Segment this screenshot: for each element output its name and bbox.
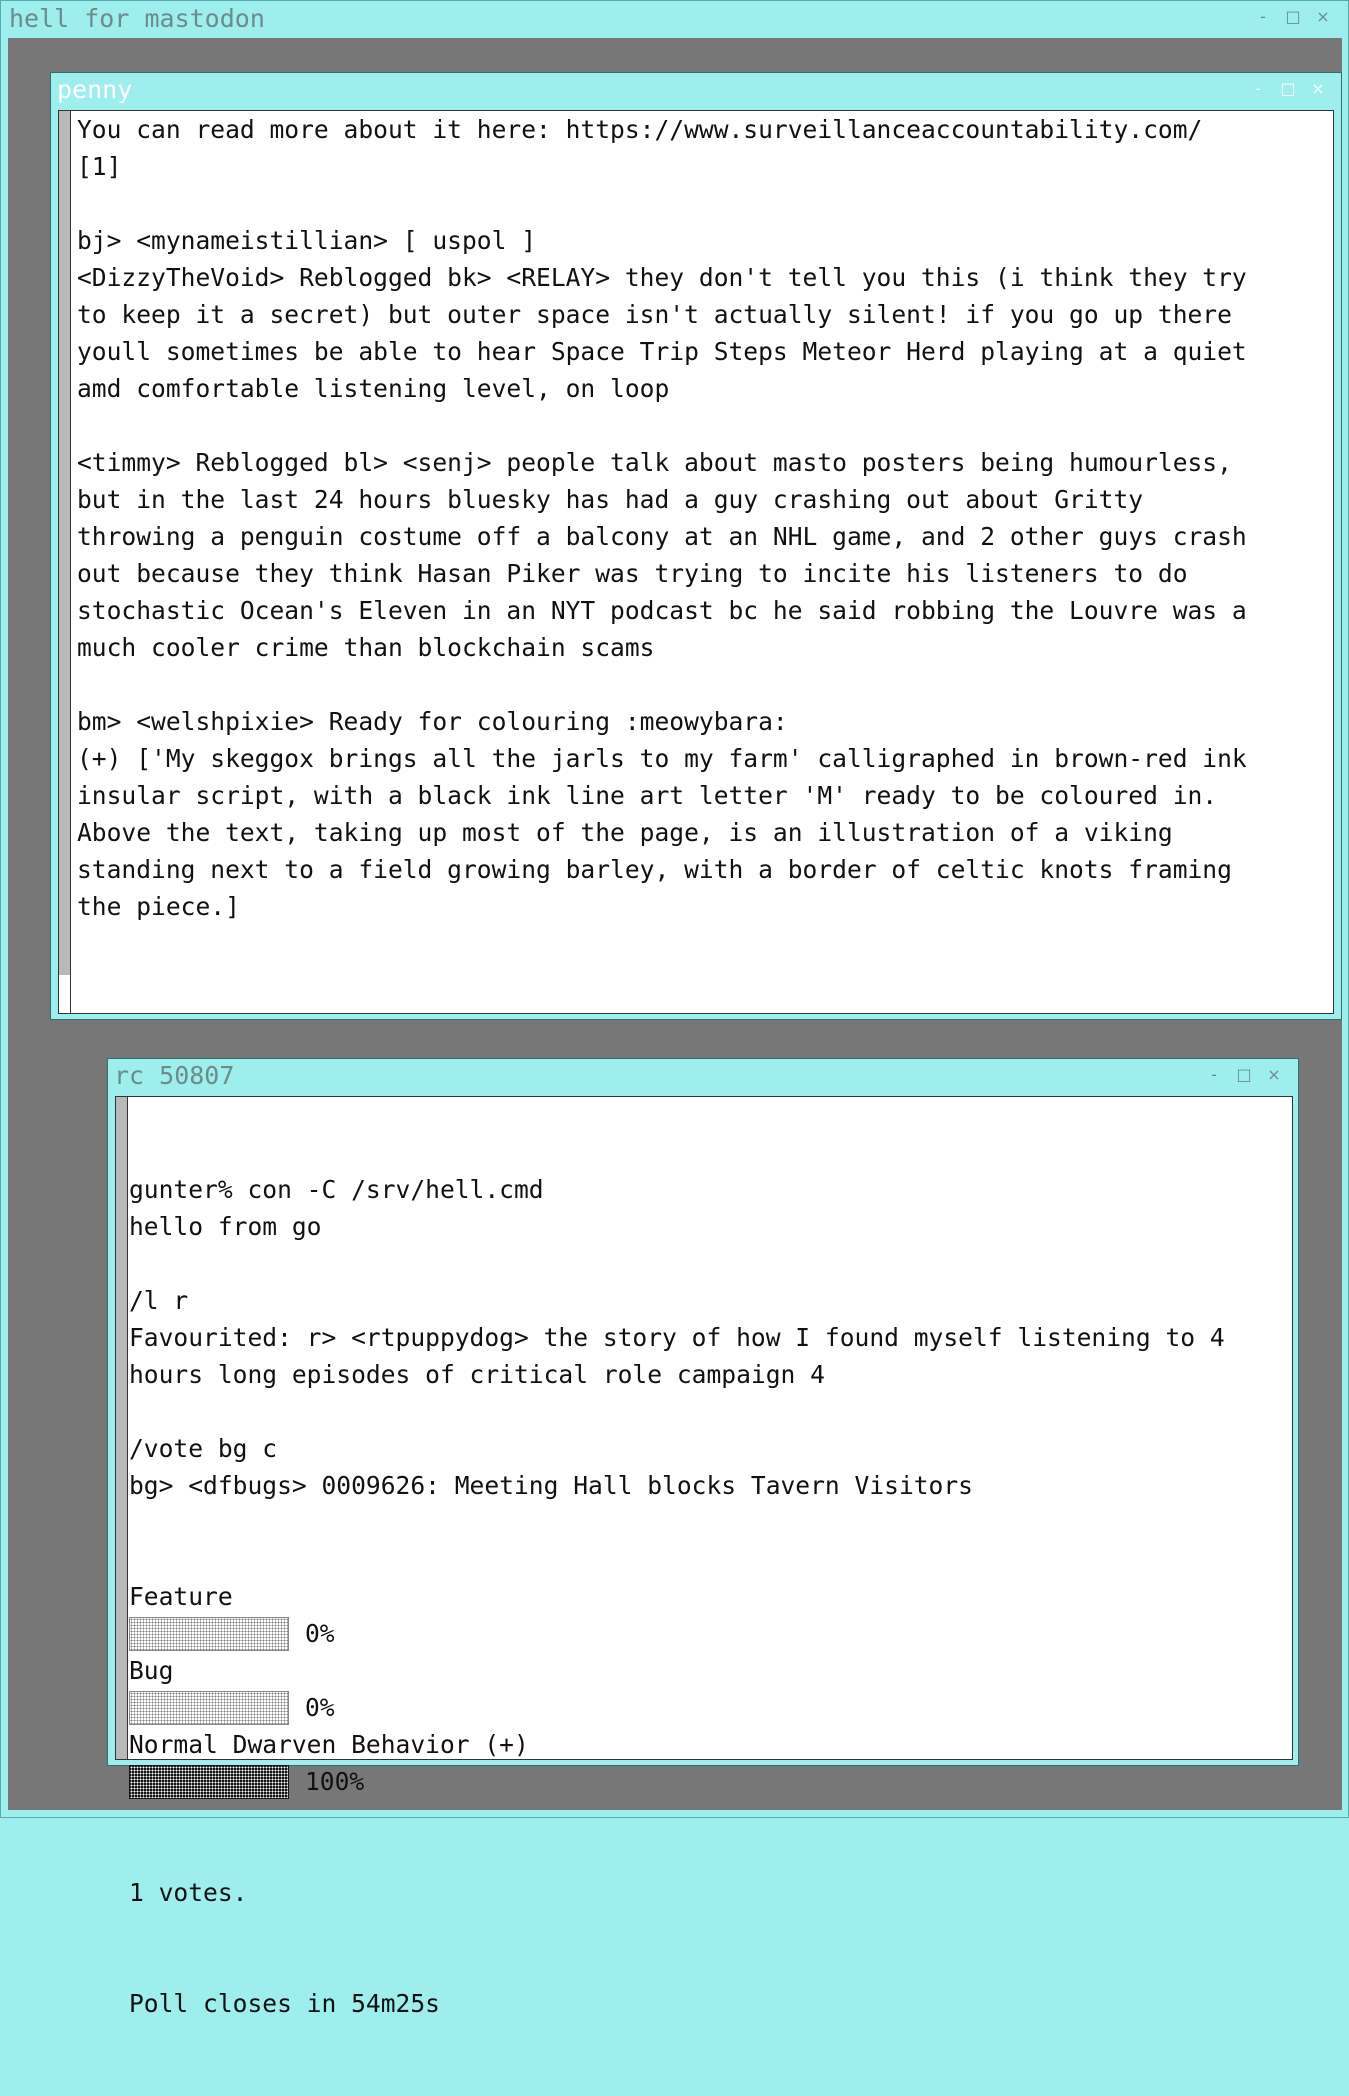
poll-option-label: Normal Dwarven Behavior (+) — [129, 1730, 529, 1759]
rc-window-title[interactable]: rc 50807 — [114, 1061, 235, 1090]
penny-window-controls — [1250, 79, 1326, 99]
text-line: the piece.] — [77, 892, 240, 921]
minimize-button[interactable]: - — [1211, 1065, 1217, 1084]
poll-percent: 0% — [305, 1693, 335, 1722]
text-line: gunter% con -C /srv/hell.cmd — [129, 1175, 544, 1204]
text-line: amd comfortable listening level, on loop — [77, 374, 670, 403]
penny-scroll-thumb[interactable] — [59, 975, 70, 1013]
text-line: bm> <welshpixie> Ready for colouring :meowybara: — [77, 707, 788, 736]
poll-closes: Poll closes in 54m25s — [129, 1989, 440, 2018]
penny-scrollbar[interactable] — [59, 111, 71, 1013]
text-line: youll sometimes be able to hear Space Trip Steps Meteor Herd playing at a quiet — [77, 337, 1247, 366]
text-line: You can read more about it here: https://www.surveillanceaccountability.com/ — [77, 115, 1203, 144]
text-line: standing next to a field growing barley, with a border of celtic knots framing — [77, 855, 1232, 884]
poll-result-bar — [129, 1765, 289, 1799]
poll-result-bar — [129, 1617, 289, 1651]
poll-result-bar — [129, 1691, 289, 1725]
text-line: throwing a penguin costume off a balcony at an NHL game, and 2 other guys crash — [77, 522, 1247, 551]
text-line: /vote bg c — [129, 1434, 278, 1463]
text-line — [129, 1393, 1225, 1430]
maximize-button[interactable]: □ — [1285, 7, 1301, 26]
poll-percent: 0% — [305, 1619, 335, 1648]
text-line — [77, 407, 1247, 444]
text-line — [77, 666, 1247, 703]
text-line: /l r — [129, 1286, 189, 1315]
outer-window-title: hell for mastodon — [9, 4, 265, 33]
minimize-button[interactable]: - — [1260, 7, 1266, 26]
desktop-area[interactable] — [8, 38, 1342, 2018]
text-line: hours long episodes of critical role campaign 4 — [129, 1360, 825, 1389]
poll-option-row — [129, 1689, 1225, 1726]
minimize-button[interactable]: - — [1255, 79, 1261, 98]
poll-percent: 100% — [305, 1767, 365, 1796]
maximize-button[interactable]: □ — [1236, 1065, 1252, 1084]
text-line: Favourited: r> <rtpuppydog> the story of how I found myself listening to 4 — [129, 1323, 1225, 1352]
rc-window — [107, 1058, 1299, 2018]
text-line — [77, 185, 1247, 222]
penny-window — [50, 72, 1342, 1020]
text-line: <timmy> Reblogged bl> <senj> people talk about masto posters being humourless, — [77, 448, 1232, 477]
text-line: [1] — [77, 152, 122, 181]
rc-text-area[interactable] — [115, 1096, 1293, 2018]
close-button[interactable]: × — [1267, 1065, 1281, 1084]
poll-votes: 1 votes. — [129, 1878, 248, 1907]
maximize-button[interactable]: □ — [1280, 79, 1296, 98]
text-line: to keep it a secret) but outer space isn't actually silent! if you go up there — [77, 300, 1232, 329]
rc-window-controls — [1206, 1065, 1282, 1085]
penny-window-title[interactable]: penny — [57, 75, 133, 104]
text-line: much cooler crime than blockchain scams — [77, 633, 655, 662]
close-button[interactable]: × — [1311, 79, 1325, 98]
close-button[interactable]: × — [1316, 7, 1330, 26]
rc-content — [129, 1097, 1225, 2096]
text-line: insular script, with a black ink line art letter 'M' ready to be coloured in. — [77, 781, 1218, 810]
text-line: bg> <dfbugs> 0009626: Meeting Hall blocks Tavern Visitors — [129, 1471, 973, 1500]
rc-scroll-thumb[interactable] — [116, 1097, 127, 1759]
text-line: bj> <mynameistillian> [ uspol ] — [77, 226, 537, 255]
text-line: hello from go — [129, 1212, 322, 1241]
poll-option-row — [129, 1763, 1225, 1800]
text-line — [129, 1245, 1225, 1282]
poll-option-label: Bug — [129, 1656, 174, 1685]
text-line: (+) ['My skeggox brings all the jarls to my farm' calligraphed in brown-red ink — [77, 744, 1247, 773]
poll-option-label: Feature — [129, 1582, 233, 1611]
penny-text-area[interactable] — [58, 110, 1334, 1014]
rc-scrollbar[interactable] — [116, 1097, 128, 1759]
text-line: stochastic Ocean's Eleven in an NYT podcast bc he said robbing the Louvre was a — [77, 596, 1247, 625]
outer-window-controls — [1255, 7, 1331, 27]
text-line: <DizzyTheVoid> Reblogged bk> <RELAY> they don't tell you this (i think they try — [77, 263, 1247, 292]
text-line: but in the last 24 hours bluesky has had a guy crashing out about Gritty — [77, 485, 1144, 514]
outer-titlebar[interactable] — [1, 1, 1348, 37]
poll-option-row — [129, 1615, 1225, 1652]
text-line: Above the text, taking up most of the page, is an illustration of a viking — [77, 818, 1173, 847]
penny-content — [77, 111, 1247, 925]
text-line: out because they think Hasan Piker was trying to incite his listeners to do — [77, 559, 1188, 588]
